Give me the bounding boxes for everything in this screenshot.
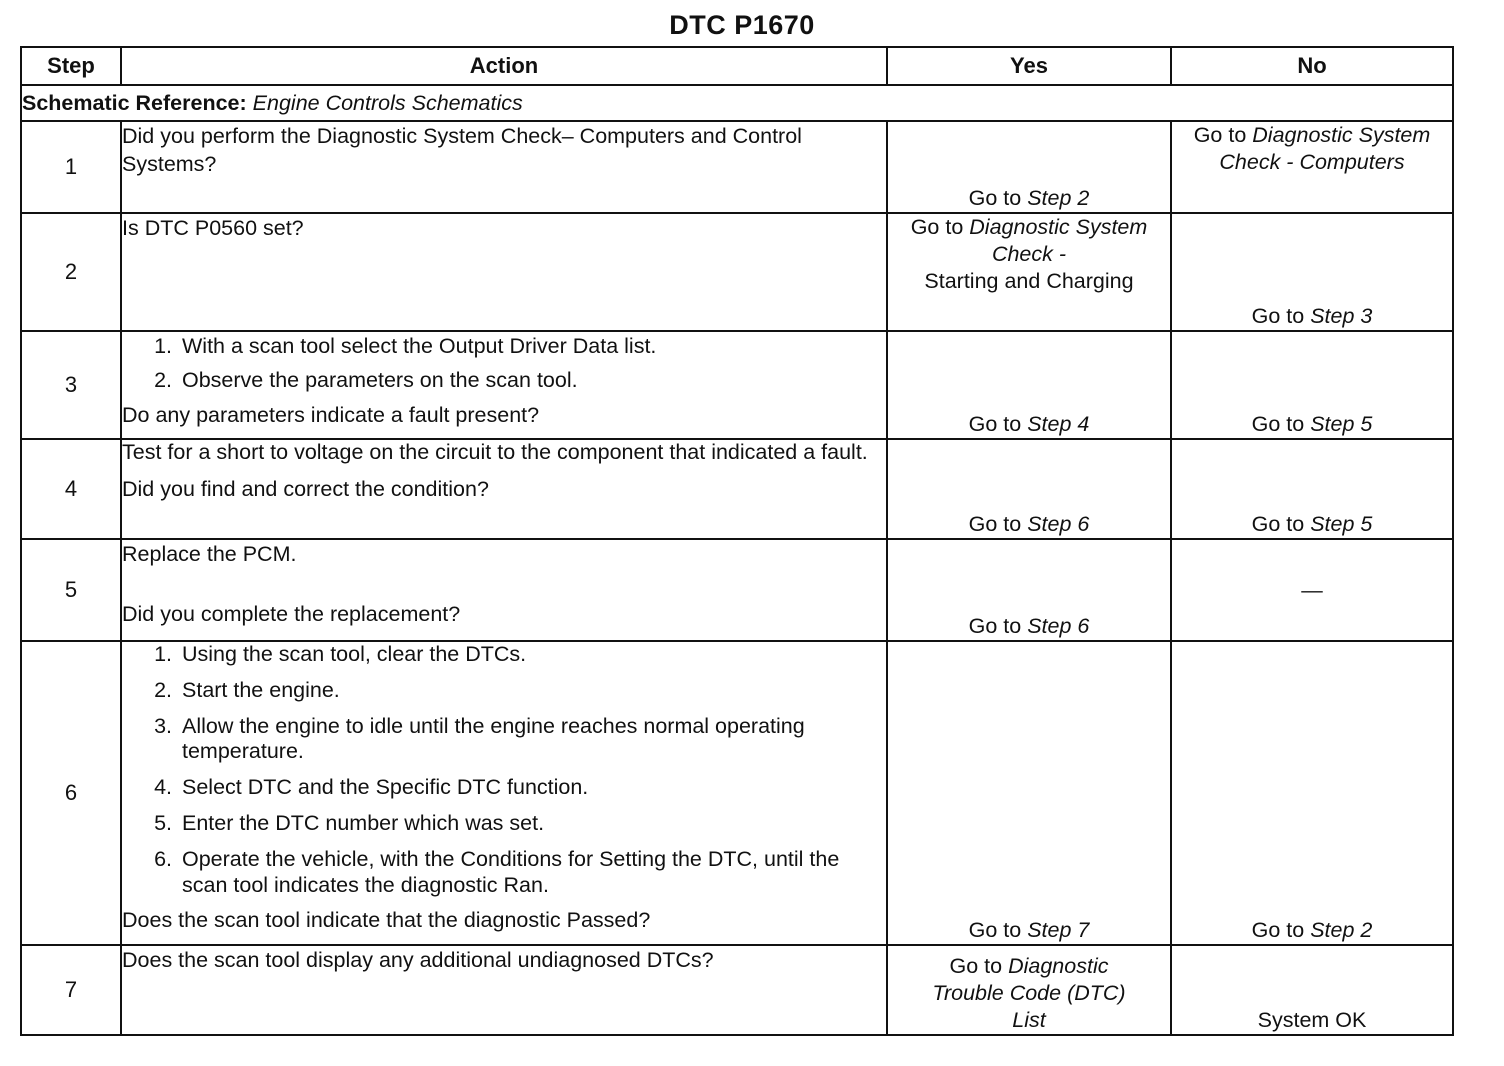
table-row bbox=[21, 539, 1453, 641]
no-cell bbox=[1171, 539, 1453, 641]
no-prefix: Go to bbox=[1251, 412, 1305, 437]
action-question: Do any parameters indicate a fault present? bbox=[122, 402, 540, 427]
yes-prefix: Go to bbox=[968, 412, 1022, 437]
table-row bbox=[21, 213, 1453, 331]
action-cell bbox=[121, 945, 887, 1035]
yes-prefix: Go to bbox=[968, 186, 1022, 211]
yes-cell bbox=[887, 641, 1171, 945]
action-text: Does the scan tool display any additional undiagnosed DTCs? bbox=[122, 948, 714, 972]
no-prefix: Go to bbox=[1251, 918, 1305, 943]
yes-prefix: Go to bbox=[968, 614, 1022, 639]
header-yes: Yes bbox=[887, 47, 1171, 85]
schematic-label: Schematic Reference: bbox=[22, 90, 247, 115]
yes-link[interactable]: Diagnostic Trouble Code (DTC) List bbox=[932, 954, 1126, 1033]
list-item: 1. Using the scan tool, clear the DTCs. bbox=[178, 642, 886, 668]
yes-link[interactable]: Step 6 bbox=[1027, 512, 1090, 537]
step-number: 2 bbox=[21, 213, 121, 331]
header-step: Step bbox=[21, 47, 121, 85]
yes-link[interactable]: Step 2 bbox=[1027, 186, 1090, 211]
no-cell bbox=[1171, 331, 1453, 439]
action-text: Test for a short to voltage on the circuit to the component that indicated a fault. bbox=[122, 440, 868, 464]
action-question: Did you find and correct the condition? bbox=[122, 476, 489, 501]
page-title: DTC P1670 bbox=[669, 10, 815, 40]
yes-prefix: Go to bbox=[910, 215, 964, 239]
step-number: 5 bbox=[21, 539, 121, 641]
table-row bbox=[21, 331, 1453, 439]
action-cell bbox=[121, 439, 887, 539]
schematic-row bbox=[21, 85, 1453, 121]
no-link[interactable]: Step 5 bbox=[1310, 512, 1373, 537]
step-number: 1 bbox=[21, 121, 121, 213]
list-item: 3. Allow the engine to idle until the engine reaches normal operating temperature. bbox=[178, 714, 886, 766]
yes-cell bbox=[887, 213, 1171, 331]
list-item: 4. Select DTC and the Specific DTC function. bbox=[178, 775, 886, 801]
no-cell bbox=[1171, 121, 1453, 213]
action-steps-list bbox=[122, 332, 886, 395]
action-text: Did you perform the Diagnostic System Check– Computers and Control Systems? bbox=[122, 124, 802, 177]
yes-cell bbox=[887, 121, 1171, 213]
action-cell bbox=[121, 213, 887, 331]
step-number: 6 bbox=[21, 641, 121, 945]
no-prefix: Go to bbox=[1251, 304, 1305, 329]
yes-link[interactable]: Diagnostic System Check - bbox=[969, 215, 1148, 266]
header-no: No bbox=[1171, 47, 1453, 85]
dtc-table bbox=[20, 46, 1454, 1036]
no-cell bbox=[1171, 641, 1453, 945]
table-row bbox=[21, 641, 1453, 945]
no-system-ok: System OK bbox=[1257, 1008, 1367, 1033]
action-cell bbox=[121, 539, 887, 641]
action-text: Replace the PCM. bbox=[122, 542, 297, 566]
step-number: 3 bbox=[21, 331, 121, 439]
list-item: 6. Operate the vehicle, with the Conditions for Setting the DTC, until the scan tool indicates the diagnostic Ran. bbox=[178, 847, 886, 899]
yes-cell bbox=[887, 539, 1171, 641]
list-item: 2. Observe the parameters on the scan tool. bbox=[178, 366, 886, 394]
yes-prefix: Go to bbox=[968, 918, 1022, 943]
no-link[interactable]: Diagnostic System Check - Computers bbox=[1219, 123, 1431, 174]
no-dash: — bbox=[1301, 577, 1323, 602]
table-row bbox=[21, 945, 1453, 1035]
yes-cell bbox=[887, 439, 1171, 539]
yes-link[interactable]: Step 4 bbox=[1027, 412, 1090, 437]
header-row bbox=[21, 47, 1453, 85]
no-link[interactable]: Step 3 bbox=[1310, 304, 1373, 329]
no-cell bbox=[1171, 945, 1453, 1035]
table-row bbox=[21, 121, 1453, 213]
action-steps-list bbox=[122, 642, 886, 898]
header-action: Action bbox=[121, 47, 887, 85]
list-item: 5. Enter the DTC number which was set. bbox=[178, 811, 886, 837]
no-link[interactable]: Step 5 bbox=[1310, 412, 1373, 437]
yes-prefix: Go to bbox=[968, 512, 1022, 537]
yes-link[interactable]: Step 6 bbox=[1027, 614, 1090, 639]
action-cell bbox=[121, 331, 887, 439]
no-prefix: Go to bbox=[1193, 123, 1247, 147]
no-link[interactable]: Step 2 bbox=[1310, 918, 1373, 943]
yes-link[interactable]: Step 7 bbox=[1027, 918, 1090, 943]
no-prefix: Go to bbox=[1251, 512, 1305, 537]
schematic-link[interactable]: Engine Controls Schematics bbox=[252, 90, 523, 115]
action-cell bbox=[121, 121, 887, 213]
no-cell bbox=[1171, 439, 1453, 539]
step-number: 7 bbox=[21, 945, 121, 1035]
yes-cell bbox=[887, 331, 1171, 439]
step-number: 4 bbox=[21, 439, 121, 539]
list-item: 2. Start the engine. bbox=[178, 678, 886, 704]
action-question: Did you complete the replacement? bbox=[122, 602, 461, 627]
table-row bbox=[21, 439, 1453, 539]
no-cell bbox=[1171, 213, 1453, 331]
yes-suffix: Starting and Charging bbox=[924, 268, 1134, 293]
list-item: 1. With a scan tool select the Output Driver Data list. bbox=[178, 332, 886, 360]
yes-prefix: Go to bbox=[949, 954, 1003, 979]
yes-cell bbox=[887, 945, 1171, 1035]
schematic-reference bbox=[21, 85, 1453, 121]
action-cell bbox=[121, 641, 887, 945]
action-question: Does the scan tool indicate that the diagnostic Passed? bbox=[122, 908, 651, 933]
action-text: Is DTC P0560 set? bbox=[122, 216, 304, 240]
